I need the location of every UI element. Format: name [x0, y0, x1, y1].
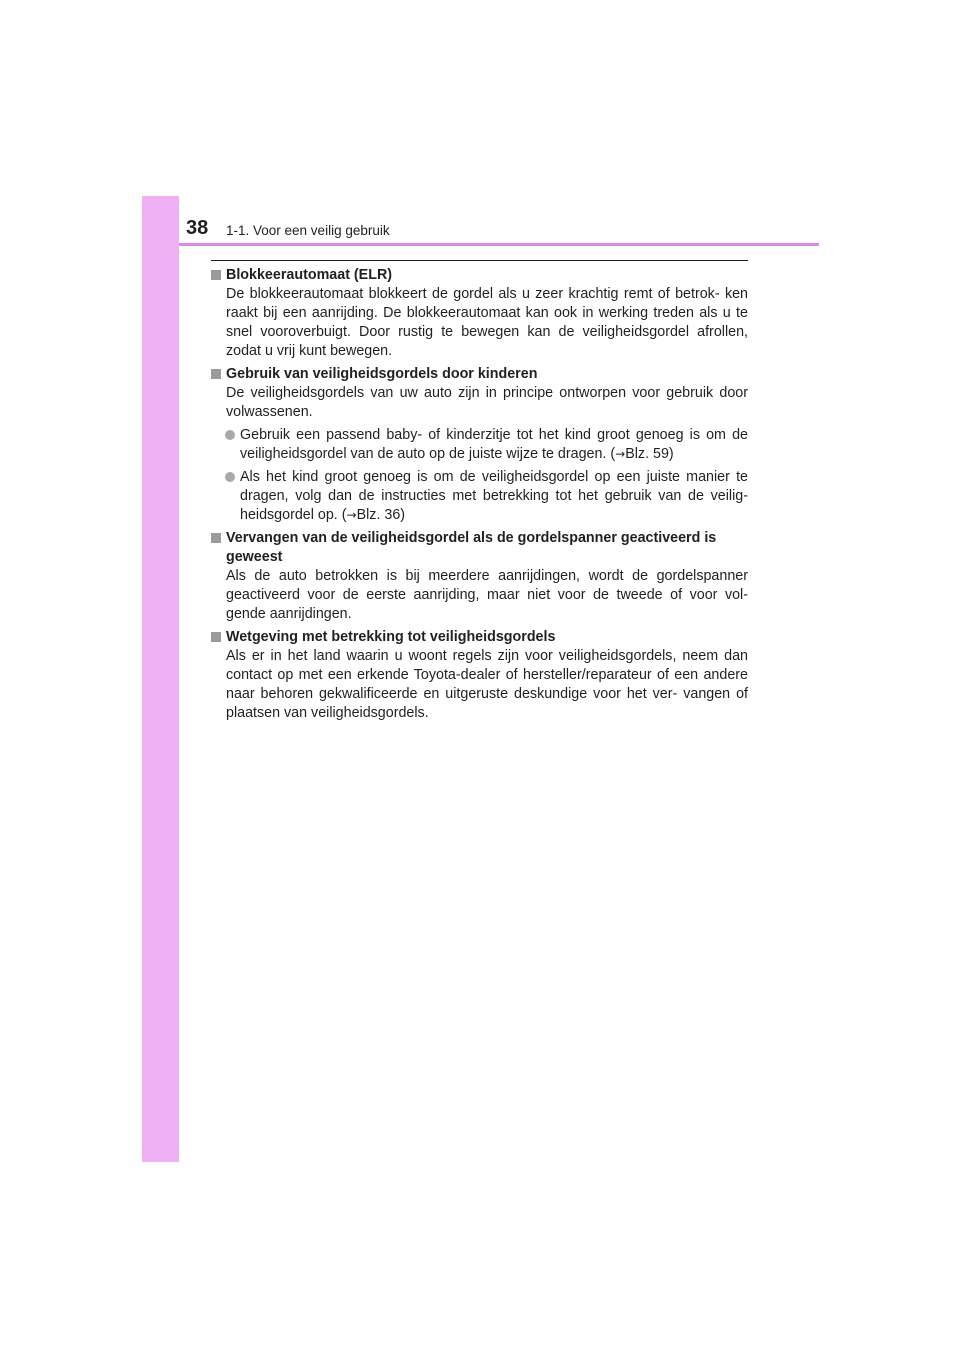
section-body: De veiligheidsgordels van uw auto zijn in principe ontworpen voor gebruik door volwassenen.: [226, 385, 748, 420]
section-elr: [211, 266, 748, 361]
list-item: Gebruik een passend baby- of kinderzitje tot het kind groot genoeg is om de veiligheidsgordel van de auto op de juiste wijze te dragen. (→Blz. 59): [211, 426, 748, 464]
square-bullet-icon: [211, 632, 221, 642]
square-bullet-icon: [211, 533, 221, 543]
header-divider: [179, 243, 819, 246]
section-heading: Blokkeerautomaat (ELR): [211, 266, 748, 285]
round-bullet-icon: [225, 430, 235, 440]
section-pretensioner: [211, 529, 748, 624]
page-reference-link[interactable]: Blz. 36): [356, 507, 406, 523]
list-item: Als het kind groot genoeg is om de veiligheidsgordel op een juiste manier te dragen, volg dan de instructies met betrekking tot het gebruik van de veilig- heidsgordel op. (→Blz. 36): [211, 468, 748, 525]
square-bullet-icon: [211, 369, 221, 379]
section-body: Als er in het land waarin u woont regels zijn voor veiligheidsgordels, neem dan contact op met een erkende Toyota-dealer of hersteller/reparateur of een andere naar behoren gekwalificeerde en uitgeruste deskundige voor het ver- vangen of plaatsen van veiligheidsgordels.: [226, 648, 748, 721]
section-heading: Vervangen van de veiligheidsgordel als de gordelspanner geactiveerd is geweest: [211, 529, 748, 567]
chapter-title: 1-1. Voor een veilig gebruik: [226, 223, 390, 238]
square-bullet-icon: [211, 270, 221, 280]
content-top-divider: [211, 260, 748, 261]
page-reference-link[interactable]: Blz. 59): [625, 446, 674, 462]
section-children: [211, 365, 748, 525]
round-bullet-icon: [225, 472, 235, 482]
section-body: De blokkeerautomaat blokkeert de gordel als u zeer krachtig remt of betrok- ken raakt bij een aanrijding. De blokkeerautomaat kan ook in werking treden als u te snel vooroverbuigt. Door rustig te bewegen kan de veiligheidsgordel afrollen, zodat u vrij kunt bewegen.: [226, 286, 748, 359]
page-number: 38: [186, 217, 209, 239]
section-heading: Wetgeving met betrekking tot veiligheidsgordels: [211, 628, 748, 647]
section-heading: Gebruik van veiligheidsgordels door kinderen: [211, 365, 748, 384]
arrow-right-icon: →: [346, 508, 357, 522]
section-body: Als de auto betrokken is bij meerdere aanrijdingen, wordt de gordelspanner geactiveerd voor de eerste aanrijding, maar niet voor de tweede of voor vol- gende aanrijdingen.: [226, 568, 748, 622]
arrow-right-icon: →: [615, 447, 626, 461]
section-legislation: [211, 628, 748, 723]
page-content: [211, 266, 748, 727]
side-color-band: [142, 196, 179, 1162]
